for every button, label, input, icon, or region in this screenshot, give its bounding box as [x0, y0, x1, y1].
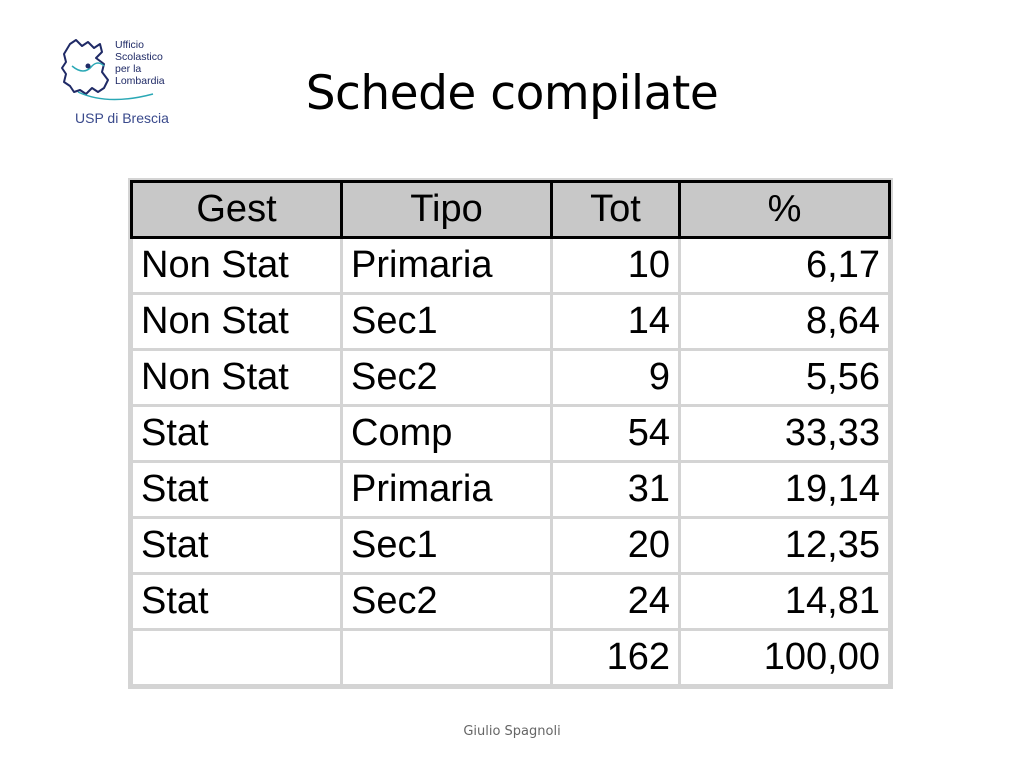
- cell-tipo: Sec2: [342, 574, 552, 630]
- cell-tipo: Primaria: [342, 462, 552, 518]
- cell-gest: Stat: [132, 518, 342, 574]
- cell-percent-total: 100,00: [680, 630, 890, 686]
- cell-gest: Stat: [132, 406, 342, 462]
- cell-gest: Non Stat: [132, 294, 342, 350]
- cell-tot-total: 162: [552, 630, 680, 686]
- table-total-row: [132, 630, 890, 686]
- table-row: [132, 574, 890, 630]
- column-header-percent: %: [680, 182, 890, 238]
- cell-tipo: Primaria: [342, 238, 552, 294]
- cell-tot: 10: [552, 238, 680, 294]
- cell-gest: Stat: [132, 574, 342, 630]
- logo-text-line: Scolastico: [115, 51, 163, 63]
- cell-tot: 9: [552, 350, 680, 406]
- cell-gest: Non Stat: [132, 350, 342, 406]
- cell-tipo: Sec1: [342, 294, 552, 350]
- cell-percent: 6,17: [680, 238, 890, 294]
- cell-tot: 14: [552, 294, 680, 350]
- cell-gest: Stat: [132, 462, 342, 518]
- cell-tipo: Sec1: [342, 518, 552, 574]
- cell-percent: 33,33: [680, 406, 890, 462]
- logo-subtitle: USP di Brescia: [75, 110, 169, 126]
- cell-percent: 8,64: [680, 294, 890, 350]
- cell-tot: 54: [552, 406, 680, 462]
- table-header-row: [132, 182, 890, 238]
- cell-tot: 20: [552, 518, 680, 574]
- cell-tipo: Sec2: [342, 350, 552, 406]
- column-header-gest: Gest: [132, 182, 342, 238]
- cell-percent: 5,56: [680, 350, 890, 406]
- table-row: [132, 294, 890, 350]
- cell-percent: 19,14: [680, 462, 890, 518]
- table-row: [132, 238, 890, 294]
- cell-gest: Non Stat: [132, 238, 342, 294]
- cell-tipo: [342, 630, 552, 686]
- cell-tot: 24: [552, 574, 680, 630]
- cell-tipo: Comp: [342, 406, 552, 462]
- cell-gest: [132, 630, 342, 686]
- logo-text-line: per la: [115, 63, 142, 75]
- column-header-tot: Tot: [552, 182, 680, 238]
- schede-table: [130, 180, 891, 687]
- table-row: [132, 406, 890, 462]
- cell-percent: 12,35: [680, 518, 890, 574]
- slide-title: Schede compilate: [305, 66, 719, 121]
- logo-text-line: Lombardia: [115, 75, 165, 87]
- table-row: [132, 350, 890, 406]
- table-row: [132, 462, 890, 518]
- cell-percent: 14,81: [680, 574, 890, 630]
- table-row: [132, 518, 890, 574]
- cell-tot: 31: [552, 462, 680, 518]
- column-header-tipo: Tipo: [342, 182, 552, 238]
- slide-footer-author: Giulio Spagnoli: [463, 724, 561, 739]
- logo-text-line: Ufficio: [115, 39, 144, 51]
